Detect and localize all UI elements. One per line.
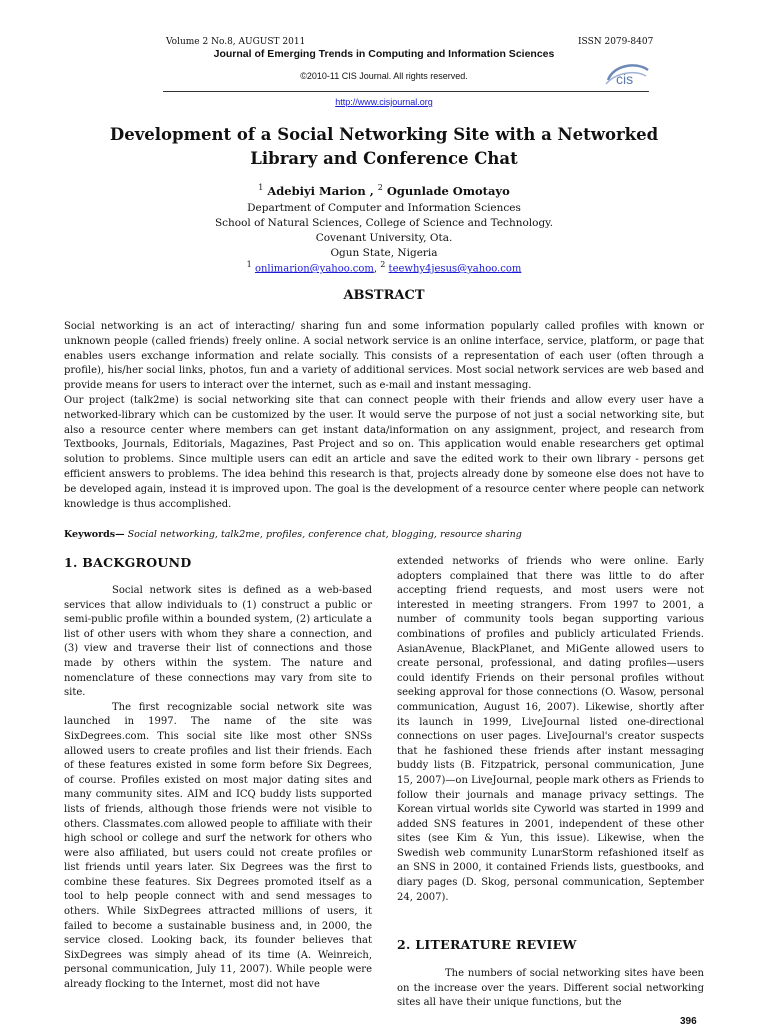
author-emails xyxy=(0,260,768,274)
header-rule xyxy=(163,91,649,92)
logo-text: cis xyxy=(616,71,634,87)
email1-superscript: 1 xyxy=(246,260,252,269)
abstract-heading: ABSTRACT xyxy=(343,288,425,303)
email-separator: , xyxy=(373,263,378,275)
background-paragraph-1: Social network sites is defined as a web-based services that allow individuals to (1) construct a public or semi-public profile within a bounded system, (2) articulate a list of other users with whom they share a connection, and (3) view and traverse their list of connections and those made by others within the system. The nature and nomenclature of these connections may vary from site to site. xyxy=(64,585,372,699)
abstract-body xyxy=(64,320,704,512)
copyright-line: ©2010-11 CIS Journal. All rights reserved. xyxy=(300,71,468,81)
issn: ISSN 2079-8407 xyxy=(578,37,654,47)
author1-name: Adebiyi Marion , xyxy=(267,183,374,198)
cis-logo xyxy=(604,60,650,90)
affiliation-department: Department of Computer and Information Sciences xyxy=(247,202,521,214)
background-paragraph-3: extended networks of friends who were online. Early adopters complained that there was little to do after accepting friend requests, and most users were not interested in meeting strangers. From 1997 to 2001, a number of community tools began supporting various combinations of profiles and publicly articulated Friends. AsianAvenue, BlackPlanet, and MiGente allowed users to create personal, professional, and dating profiles—users could identify Friends on their personal profiles without seeking approval for those connections (O. Wasow, personal communication, August 16, 2007). Likewise, shortly after its launch in 1999, LiveJournal listed one-directional connections on user pages. LiveJournal's creator suspects that he fashioned these friends after instant messaging buddy lists (B. Fitzpatrick, personal communication, June 15, 2007)—on LiveJournal, people mark others as Friends to follow their journals and manage privacy settings. The Korean virtual worlds site Cyworld was started in 1999 and added SNS features in 2001, independent of these other sites (see Kim & Yun, this issue). Likewise, when the Swedish web community LunarStorm refashioned itself as an SNS in 2000, it contained Friends lists, guestbooks, and diary pages (D. Skog, personal communication, September 24, 2007). xyxy=(397,556,704,903)
paper-title: Development of a Social Networking Site with a Networked Library and Conference Chat xyxy=(109,125,659,168)
section-heading-literature-review: 2. LITERATURE REVIEW xyxy=(397,937,577,952)
email1-link[interactable]: onlimarion@yahoo.com xyxy=(254,263,374,275)
right-column xyxy=(397,555,704,905)
affiliation-school: School of Natural Sciences, College of Science and Technology. xyxy=(214,217,554,229)
literature-review-body xyxy=(397,967,704,1011)
keywords xyxy=(64,529,704,540)
volume-info: Volume 2 No.8, AUGUST 2011 xyxy=(166,37,306,47)
literature-paragraph-1: The numbers of social networking sites have been on the increase over the years. Different social networking sites all have their unique functions, but the xyxy=(397,968,704,1009)
affiliation-university: Covenant University, Ota. xyxy=(315,232,453,244)
authors xyxy=(0,183,768,198)
author2-superscript: 2 xyxy=(377,183,383,192)
journal-url-link[interactable]: http://www.cisjournal.org xyxy=(335,97,433,107)
email2-superscript: 2 xyxy=(380,260,386,269)
journal-name: Journal of Emerging Trends in Computing and Information Sciences xyxy=(213,48,555,60)
abstract-paragraph-2: Our project (talk2me) is social networking site that can connect people with their friends and allow every user have a networked-library which can be customized by the user. It would serve the purpose of not just a social networking site, but also a resource center where members can get instant data/information on any assignment, project, and research from Textbooks, Journals, Editorials, Magazines, Past Project and so on. This application would enable researchers get optimal solution to problems. Since multiple users can edit an article and save the edited work to their own library - persons get efficient answers to problems. The idea behind this research is that, projects already done by someone else does not have to be developed again, instead it is improved upon. The goal is the development of a resource center where people can network knowledge is thus accomplished. xyxy=(64,394,704,510)
background-paragraph-2: The first recognizable social network site was launched in 1997. The name of the site was SixDegrees.com. This social site like most other SNSs allowed users to create profiles and list their friends. Each of these features existed in some form before Six Degrees, of course. Profiles existed on most major dating sites and many community sites. AIM and ICQ buddy lists supported lists of friends, although those friends were not visible to others. Classmates.com allowed people to affiliate with their high school or college and surf the network for others who were also affiliated, but users could not create profiles or list friends until years later. Six Degrees was the first to combine these features. Six Degrees promoted itself as a tool to help people connect with and send messages to others. While SixDegrees attracted millions of users, it failed to become a sustainable business and, in 2000, the service closed. Looking back, its founder believes that SixDegrees was simply ahead of its time (A. Weinreich, personal communication, July 11, 2007). While people were already flocking to the Internet, most did not have xyxy=(64,701,372,991)
left-column xyxy=(64,584,372,993)
page-number: 396 xyxy=(680,1016,697,1027)
email2-link[interactable]: teewhy4jesus@yahoo.com xyxy=(388,263,522,275)
abstract-paragraph-1: Social networking is an act of interacting/ sharing fun and some information popularly called profiles with known or unknown people (called friends) freely online. A social network service is an online interface, service, platform, or page that enables users exchange information and relate socially. This consists of a representation of each user (often through a profile), his/her social links, photos, fun and a variety of additional services. Most social network services are web based and provide means for users to interact over the internet, such as e-mail and instant messaging. xyxy=(64,321,704,392)
keywords-label: Keywords— xyxy=(64,529,125,540)
keywords-text: Social networking, talk2me, profiles, conference chat, blogging, resource sharing xyxy=(127,529,522,540)
author1-superscript: 1 xyxy=(258,183,264,192)
section-heading-background: 1. BACKGROUND xyxy=(64,555,192,570)
author2-name: Ogunlade Omotayo xyxy=(386,183,510,198)
affiliation-state: Ogun State, Nigeria xyxy=(330,247,438,259)
